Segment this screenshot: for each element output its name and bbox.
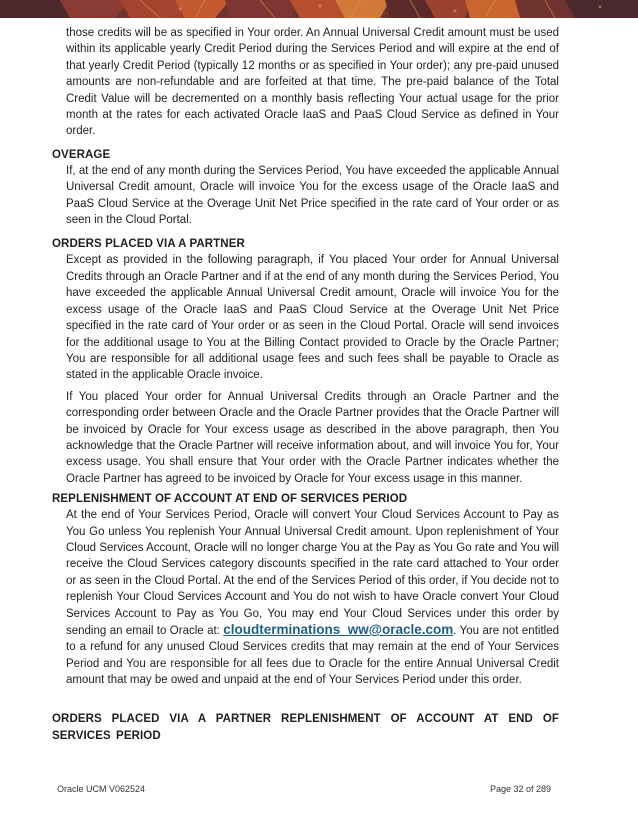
orders-partner-replenishment-heading: ORDERS PLACED VIA A PARTNER REPLENISHMENT OF ACCOUNT AT END OF SERVICES PERIOD	[52, 712, 559, 742]
orders-partner-paragraph-1: Except as provided in the following paragraph, if You placed Your order for Annual Universal Credits through an Oracle Partner and if at the end of any month during the Services Period, You have exceeded the applicable Annual Universal Credit amount, Oracle will invoice You for the excess usage of the Oracle IaaS and PaaS Cloud Service at the Overage Unit Net Price specified in the rate card of Your order or as seen in the Cloud Portal. Oracle will send invoices for the additional usage to You at the Billing Contact provided to Oracle by the Oracle Partner; You are responsible for all additional usage fees and such fees shall be payable to Oracle as stated in the applicable Oracle invoice.	[66, 254, 559, 382]
overage-paragraph: If, at the end of any month during the Services Period, You have exceeded the applicable Annual Universal Credit amount, Oracle will invoice You for the excess usage of the Oracle IaaS and PaaS Cloud Service at the Overage Unit Net Price specified in the rate card of Your order or as seen in the Cloud Portal.	[66, 164, 559, 227]
termination-email-link[interactable]: cloudterminations_ww@oracle.com	[223, 622, 454, 637]
orders-partner-paragraph-2: If You placed Your order for Annual Universal Credits through an Oracle Partner and the corresponding order between Oracle and the Oracle Partner provides that the Oracle Partner will be invoiced by Oracle for Your excess usage as described in the above paragraph, then You acknowledge that the Oracle Partner will receive information about, and will invoice You for, Your excess usage. You shall ensure that Your order with the Oracle Partner indicates whether the Oracle Partner has agreed to be invoiced by Oracle for Your excess usage in this manner.	[66, 390, 559, 485]
decorative-header-banner	[0, 0, 638, 18]
replenishment-text-after-email: . You are not entitled to a refund for any unused Cloud Services credits that may remain at the end of Your Services Period and You are responsible for all fees due to Oracle for the entire Annual Universal Credit amount that may be owed and unpaid at the end of Your Services Period under this order.	[66, 625, 559, 687]
orders-partner-heading: ORDERS PLACED VIA A PARTNER	[52, 238, 245, 251]
footer-page-number: Page 32 of 289	[490, 784, 552, 794]
replenishment-heading: REPLENISHMENT OF ACCOUNT AT END OF SERVICES PERIOD	[52, 493, 408, 506]
banner-pattern	[0, 0, 638, 18]
intro-paragraph: those credits will be as specified in Your order. An Annual Universal Credit amount must be used within its applicable yearly Credit Period during the Services Period and will expire at the end of that yearly Credit Period (typically 12 months or as specified in Your order); any pre-paid unused amounts are non-refundable and are forfeited at that time. The pre-paid balance of the Total Credit Value will be decremented on a monthly basis reflecting Your actual usage for the prior month at the rates for each activated Oracle IaaS and PaaS Cloud Service as defined in Your order.	[66, 27, 559, 138]
replenishment-paragraph	[52, 507, 559, 688]
footer-document-id: Oracle UCM V062524	[57, 784, 146, 794]
replenishment-text-before-email: At the end of Your Services Period, Oracle will convert Your Cloud Services Account to Pay as You Go unless You replenish Your Annual Universal Credit amount. Upon replenishment of Your Cloud Services Account, Oracle will no longer charge You at the Pay as You Go rate and You will receive the Cloud Services category discounts specified in the rate card attached to Your order or as seen in the Cloud Portal. At the end of the Services Period of this order, if You decide not to replenish Your Cloud Services Account and You do not wish to have Oracle convert Your Cloud Services Account to Pay as You Go, You may end Your Cloud Services under this order by sending an email to Oracle at:	[66, 509, 559, 637]
overage-heading: OVERAGE	[52, 148, 111, 161]
document-body	[52, 25, 559, 745]
